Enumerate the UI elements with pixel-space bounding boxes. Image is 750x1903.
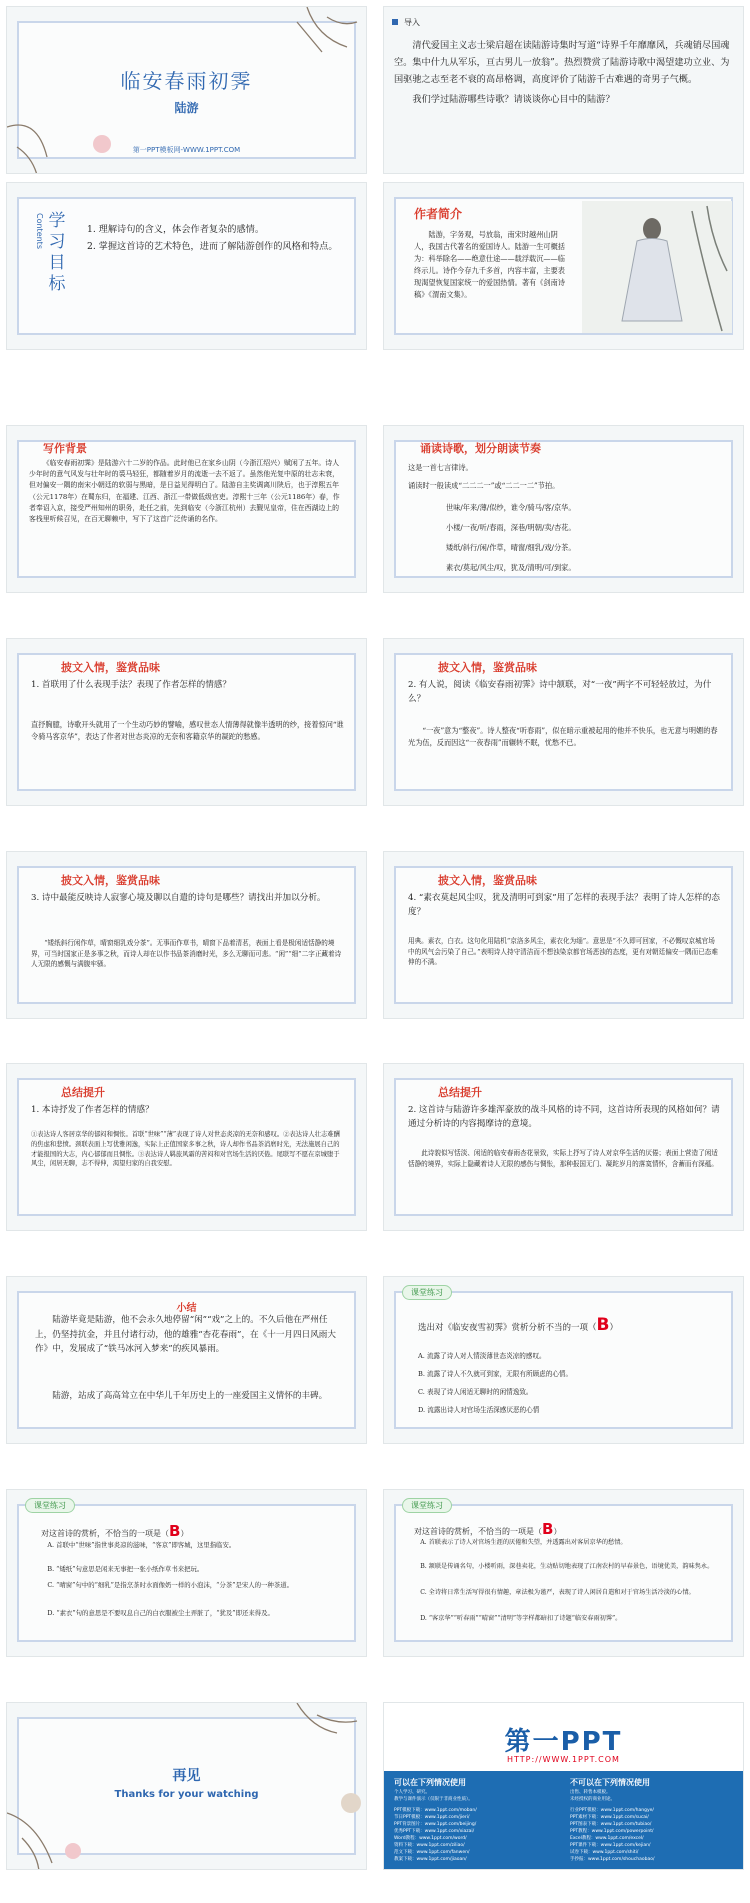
conclusion-body-1: 陆游毕竟是陆游，他不会永久地停留“闲”“戏”之上的。不久后他在严州任上，仍坚持抗金，并且付诸行动，他的雄雅“杏花春雨”，在《十一月四日风雨大作》中，发展成了“铁马冰河入梦来”的疾风暴雨。 bbox=[35, 1315, 336, 1354]
answer-letter: B bbox=[169, 1522, 181, 1540]
slide-conclusion bbox=[6, 1276, 367, 1444]
slide-summary-1 bbox=[6, 1063, 367, 1231]
contents-vertical: Contents bbox=[35, 213, 44, 249]
cannot-use-item: 未经授权的商业用途。 bbox=[570, 1797, 615, 1802]
poet-portrait bbox=[582, 201, 732, 333]
option-b: B. 颔联是传诵名句，小楼听雨，深巷卖花，生动贴切地表现了江南农村的早春景色，语境优美，韵味隽永。 bbox=[420, 1563, 714, 1570]
slide-title bbox=[6, 6, 367, 174]
slide-goals bbox=[6, 182, 367, 350]
link-item[interactable]: PPT模板下载：www.1ppt.com/moban/ bbox=[394, 1808, 477, 1813]
rhythm-line-3: 矮纸/斜行/闲/作草，晴窗/细乳/戏/分茶。 bbox=[446, 543, 576, 552]
goal-item-1: 1. 理解诗句的含义，体会作者复杂的感情。 bbox=[87, 224, 265, 235]
cannot-use-item: 出售、转售本模板。 bbox=[570, 1790, 611, 1795]
question-1: 1. 首联用了什么表现手法？表现了作者怎样的情感？ bbox=[31, 680, 231, 690]
link-item[interactable]: 试卷下载：www.1ppt.com/shiti/ bbox=[570, 1850, 639, 1855]
link-item[interactable]: 节日PPT模板：www.1ppt.com/jieri/ bbox=[394, 1815, 470, 1820]
rhythm-line-4: 素衣/莫起/风尘/叹，犹及/清明/可/到家。 bbox=[446, 563, 576, 572]
intro-label bbox=[392, 17, 420, 28]
option-d: D. “客京华”“听春雨”“晴窗”“清明”等字样都暗扣了诗题“临安春雨初霁”。 bbox=[420, 1615, 622, 1622]
link-item[interactable]: 范文下载：www.1ppt.com/fanwen/ bbox=[394, 1850, 470, 1855]
intro-question: 我们学过陆游哪些诗歌？请谈谈你心目中的陆游？ bbox=[412, 94, 615, 105]
option-c: C. 表现了诗人闲适无聊时的闲情逸致。 bbox=[418, 1388, 533, 1396]
conclusion-heading: 小结 bbox=[176, 1303, 197, 1314]
slide-appreciate-4 bbox=[383, 851, 744, 1019]
option-d: D. 流露出诗人对官场生活深感厌恶的心情 bbox=[418, 1406, 540, 1414]
slide-exercise-2 bbox=[6, 1489, 367, 1657]
link-item[interactable]: 资料下载：www.1ppt.com/ziliao/ bbox=[394, 1843, 465, 1848]
link-item[interactable]: 优秀PPT下载：www.1ppt.com/xiazai/ bbox=[394, 1829, 475, 1834]
appreciate-heading: 披文入情，鉴赏品味 bbox=[61, 661, 160, 674]
exercise-question bbox=[414, 1520, 723, 1538]
ppt-url: HTTP://WWW.1PPT.COM bbox=[507, 1755, 620, 1764]
slide-author: 陆游 bbox=[174, 101, 199, 115]
links-left bbox=[394, 1807, 477, 1863]
summary-heading: 总结提升 bbox=[61, 1086, 105, 1099]
exercise-badge: 课堂练习 bbox=[25, 1498, 75, 1513]
question-4: 4. “素衣莫起风尘叹，犹及清明可到家”用了怎样的表现手法？表明了诗人怎样的态度？ bbox=[408, 893, 720, 917]
links-right bbox=[570, 1807, 654, 1863]
summary-heading: 总结提升 bbox=[438, 1086, 482, 1099]
rhythm-intro: 这是一首七言律诗。 bbox=[408, 463, 473, 472]
exercise-question-close: ） bbox=[609, 1323, 618, 1333]
rhythm-rule: 诵读时一般读成“二二二一”或“二二一二”节拍。 bbox=[408, 481, 560, 490]
slide-appreciate-1 bbox=[6, 638, 367, 806]
exercise-badge: 课堂练习 bbox=[402, 1285, 452, 1300]
bio-body: 陆游，字务观，号放翁，南宋时越州山阴人，我国古代著名的爱国诗人。陆游一生可概括为：科举除名——绝意仕途——载浮载沉——临终示儿。诗作今存九千多首，内容丰富，主要表现渴望恢复国家统一的爱国热情。著有《剑南诗稿》《渭南文集》。 bbox=[414, 230, 565, 299]
option-c: C. 全诗将日常生活写得很有情趣，章法极为谨严，表现了诗人闲居自遣和对于官场生活冷淡的心情。 bbox=[420, 1589, 695, 1596]
exercise-question-close: ） bbox=[180, 1529, 189, 1538]
option-c: C. “晴窗”句中的“细乳”是指烹茶时水面像奶一样的小泡沫，“分茶”是宋人的一种茶道。 bbox=[47, 1581, 293, 1589]
bullet-icon bbox=[392, 19, 398, 25]
ppt-logo: 第一PPT bbox=[504, 1727, 623, 1757]
appreciate-heading: 披文入情，鉴赏品味 bbox=[61, 874, 160, 887]
answer-3: “矮纸斜行闲作草，晴窗细乳戏分茶”。无事而作草书，晴窗下品着清茗，表面上看是极闲适恬静的境界，可当时国家正是多事之秋，而诗人却在以作书品茶消磨时光，多么无聊而可悲。“闲”“细”二字正藏着诗人无限的感慨与满腹牢骚。 bbox=[31, 939, 342, 968]
option-b: B. “矮纸”句意思是闲来无事把一张小纸作草书来把玩。 bbox=[47, 1565, 204, 1573]
bio-heading: 作者简介 bbox=[414, 207, 463, 221]
answer-letter: B bbox=[596, 1315, 610, 1335]
exercise-question bbox=[41, 1522, 346, 1540]
slide-exercise-3 bbox=[383, 1489, 744, 1657]
answer-4: 用典。素衣，白衣。这句化用陆机“京洛多风尘，素衣化为缁”。意思是“不久即可回家，不必慨叹京城官场中的风气会污染了自己。”表明诗人持守清洁而不想浊染京都官场恶浊的态度，更有对朝廷偏安一隅而已态难伸的不满。 bbox=[408, 937, 718, 966]
goal-item-2: 2. 掌握这首诗的艺术特色，进而了解陆游创作的风格和特点。 bbox=[87, 241, 338, 252]
option-d: D. “素衣”句的意思是不要叹息自己的白衣服被尘土弄脏了，“犹及”即还来得及。 bbox=[47, 1609, 274, 1617]
exercise-question bbox=[418, 1315, 723, 1335]
can-use-heading: 可以在下列情况使用 bbox=[394, 1778, 466, 1787]
exercise-badge: 课堂练习 bbox=[402, 1498, 452, 1513]
can-use-item: 个人学习、研究。 bbox=[394, 1790, 430, 1795]
link-item[interactable]: PPT背景图片：www.1ppt.com/beijing/ bbox=[394, 1822, 477, 1827]
slide-exercise-1 bbox=[383, 1276, 744, 1444]
option-a: A. 首联中“世味”指世事炎凉的滋味，“客京”即客城，这里指临安。 bbox=[47, 1541, 236, 1549]
link-item[interactable]: Excel教程：www.1ppt.com/excel/ bbox=[570, 1836, 644, 1841]
slide-background bbox=[6, 425, 367, 593]
summary-answer-1: ①表达诗人客居京华的郁闷和惆怅。首联“世味”“薄”表现了诗人对世态炎凉的无奈和感叹。②表达诗人壮志难酬的焦虑和悲愤。颈联表面上写优雅闲逸，实际上正值国家多事之秋，诗人却作书品茶消磨时光，无法施展自己的才能报国的大志，内心郁郁而且惆怅。③表达诗人羁旅风霜的苦闷和对官场生活的厌倦。尾联写不愿在京城堕于风尘，闲居无聊，志不得伸，渴望归家的自我安慰。 bbox=[31, 1131, 340, 1168]
rhythm-line-2: 小楼/一夜/听/春雨，深巷/明朝/卖/杏花。 bbox=[446, 523, 576, 532]
slide-author-bio bbox=[383, 182, 744, 350]
rhythm-heading: 诵读诗歌，划分朗读节奏 bbox=[420, 442, 541, 455]
appreciate-heading: 披文入情，鉴赏品味 bbox=[438, 661, 537, 674]
slide-appreciate-2 bbox=[383, 638, 744, 806]
exercise-question-close: ） bbox=[553, 1527, 562, 1536]
intro-body: 清代爱国主义志士梁启超在读陆游诗集时写道“诗界千年靡靡风，兵魂销尽国魂空。集中什九从军乐，亘古男儿一放翁”。热烈赞赏了陆游诗歌中渴望建功立业、为国驱驰之志至老不衰的高昂格调，高度评价了陆游千古难遇的奇男子气概。 bbox=[394, 40, 730, 85]
answer-letter: B bbox=[542, 1520, 554, 1538]
background-body: 《临安春雨初霁》是陆游六十二岁的作品。此时他已在家乡山阴（今浙江绍兴）赋闲了五年。诗人少年时的意气风发与壮年时的裘马轻狂，都随着岁月的流逝一去不返了。虽然他光复中原的壮志未衰，但对偏安一隅的南宋小朝廷的软弱与黑暗，是日益见得明白了。陆游自主奖调离川陕后，也于淳熙五年（公元1178年）在蜀东归，在福建、江西、浙江一带做低级官吏。淳熙十三年（公元1186年）春，作者奉诏入京，接受严州知州的职务，赴任之前，先到临安（今浙江杭州）去觐见皇帝，住在西湖边上的客栈里听候召见，在百无聊赖中，写下了这首广泛传诵的名作。 bbox=[29, 459, 340, 524]
exercise-question-text: 对这首诗的赏析，不恰当的一项是（ bbox=[41, 1529, 169, 1538]
rhythm-line-1: 世味/年来/薄/似纱，谁令/骑马/客/京华。 bbox=[446, 503, 576, 512]
goodbye-title: 再见 bbox=[172, 1768, 201, 1784]
answer-1: 直抒胸臆，诗歌开头就用了一个生动巧妙的譬喻，感叹世态人情薄得就像半透明的纱，接着惊问“谁令骑马客京华”，表达了作者对世态炎凉的无奈和客籍京华的凝跎的愁感。 bbox=[31, 720, 344, 741]
slide-rhythm bbox=[383, 425, 744, 593]
question-2: 2. 有人说，阅读《临安春雨初霁》诗中颔联，对“一夜”两字不可轻轻放过，为什么？ bbox=[408, 680, 712, 704]
cannot-use-heading: 不可以在下列情况使用 bbox=[570, 1778, 650, 1787]
exercise-question-text: 选出对《临安夜雪初霁》赏析分析不当的一项（ bbox=[418, 1323, 597, 1333]
slide-summary-2 bbox=[383, 1063, 744, 1231]
slide-intro bbox=[383, 6, 744, 174]
link-item[interactable]: 手抄报：www.1ppt.com/shouchaobao/ bbox=[570, 1857, 655, 1862]
conclusion-body-2: 陆游，站成了高高耸立在中华儿千年历史上的一座爱国主义情怀的丰碑。 bbox=[52, 1391, 328, 1401]
slide-goodbye bbox=[6, 1702, 367, 1870]
exercise-question-text: 对这首诗的赏析，不恰当的一项是（ bbox=[414, 1527, 542, 1536]
question-3: 3. 诗中最能反映诗人寂寥心境及聊以自遣的诗句是哪些？请找出并加以分析。 bbox=[31, 893, 326, 903]
answer-2: “一夜”意为“整夜”。诗人整夜“听春雨”，似在暗示重被起用的他并不快乐，也无意与明媚的春光为伍，反而因这“一夜春雨”而辗转不眠，忧愁不已。 bbox=[408, 726, 718, 747]
option-a: A. 首联表示了诗人对官场生涯的厌倦和失望，并透露出对客居京华的愁情。 bbox=[420, 1539, 627, 1546]
link-item[interactable]: PPT课件下载：www.1ppt.com/kejian/ bbox=[570, 1843, 651, 1848]
background-heading: 写作背景 bbox=[43, 442, 87, 455]
link-item[interactable]: 行业PPT模板：www.1ppt.com/hangye/ bbox=[570, 1808, 654, 1813]
can-use-item: 教学与课件演示（仅限于非商业性质）。 bbox=[394, 1797, 473, 1802]
link-item[interactable]: PPT教程：www.1ppt.com/powerpoint/ bbox=[570, 1829, 654, 1834]
goodbye-subtitle: Thanks for your watching bbox=[114, 1789, 259, 1800]
intro-label-text: 导入 bbox=[404, 18, 420, 27]
link-item[interactable]: 教案下载：www.1ppt.com/jiaoan/ bbox=[394, 1857, 467, 1862]
credits-footer bbox=[384, 1771, 743, 1869]
goals-heading: 学习目标 bbox=[48, 211, 66, 294]
appreciate-heading: 披文入情，鉴赏品味 bbox=[438, 874, 537, 887]
link-item[interactable]: PPT素材下载：www.1ppt.com/sucai/ bbox=[570, 1815, 649, 1820]
summary-question-2: 2. 这首诗与陆游许多雄浑豪放的战斗风格的诗不同，这首诗所表现的风格如何？请通过分析诗的内容揭摩诗的意境。 bbox=[408, 1105, 720, 1129]
slide-footer-text: 第一PPT模板网-WWW.1PPT.COM bbox=[132, 146, 241, 154]
flower-decoration bbox=[65, 1843, 81, 1859]
branch-decoration bbox=[7, 1703, 367, 1870]
summary-answer-2: 此诗貌似写恬淡、闲适的临安春雨杏花景致，实际上抒写了诗人对京华生活的厌倦；表面上营造了闲适恬静的境界，实际上隐藏着诗人无限的感伤与惆怅，那种报国无门、凝跎岁月的落寞情怀，含蓄而有深蕴。 bbox=[408, 1149, 718, 1168]
link-item[interactable]: PPT图表下载：www.1ppt.com/tubiao/ bbox=[570, 1822, 652, 1827]
option-a: A. 流露了诗人对人情淡薄世态炎凉的感叹。 bbox=[418, 1352, 546, 1360]
link-item[interactable]: Word教程：www.1ppt.com/word/ bbox=[394, 1836, 467, 1841]
option-b: B. 流露了诗人不久就可到家，无限有所顾虑的心情。 bbox=[418, 1370, 573, 1378]
slide-credits bbox=[383, 1702, 744, 1870]
summary-question-1: 1. 本诗抒发了作者怎样的情感？ bbox=[31, 1105, 154, 1115]
slide-appreciate-3 bbox=[6, 851, 367, 1019]
slide-title-text: 临安春雨初霁 bbox=[120, 69, 253, 93]
